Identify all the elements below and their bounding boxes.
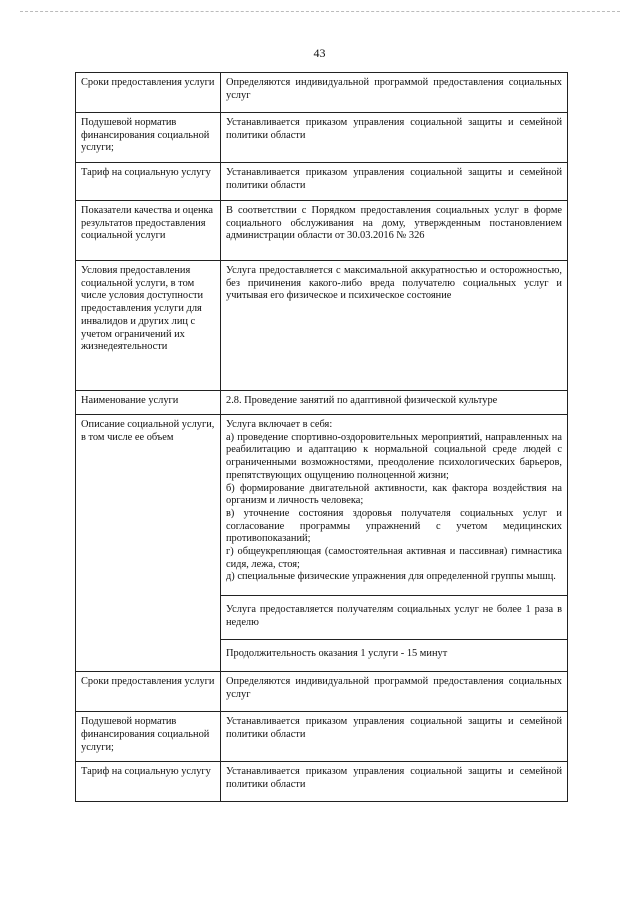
table-row — [76, 113, 568, 163]
tail-label-tariff: Тариф на социальную услугу — [76, 762, 221, 802]
row-value-frequency — [221, 596, 568, 640]
table-row — [76, 163, 568, 201]
row-value-terms: Определяются индивидуальной программой предоставления социальных услуг — [221, 73, 568, 113]
row-label-tariff: Тариф на социальную услугу — [76, 163, 221, 201]
row-label-quality: Показатели качества и оценка результатов предоставления социальной услуги — [76, 201, 221, 261]
table-row — [76, 712, 568, 762]
row-label-description: Описание социальной услуги, в том числе ее объем — [76, 415, 221, 672]
description-item-d: г) общеукрепляющая (самостоятельная активная и пассивная) гимнастика сидя, лежа, стоя; — [226, 546, 562, 570]
table-row — [76, 261, 568, 391]
description-item-b: б) формирование двигательной активности, как фактора воздействия на организм и личность человека; — [226, 482, 562, 507]
tail-label-terms: Сроки предоставления услуги — [76, 672, 221, 712]
row-value-duration — [221, 640, 568, 672]
description-item-c: в) уточнение состояния здоровья получателя социальных услуг и согласование программы упражнений с учетом медицинских противопоказаний; — [226, 507, 562, 545]
tail-value-funding: Устанавливается приказом управления социальной защиты и семейной политики области — [221, 712, 568, 762]
table-row — [76, 415, 568, 596]
row-value-conditions: Услуга предоставляется с максимальной аккуратностью и осторожностью, без причинения какого-либо вреда получателю социальных услуг и учитывая его физическое и психическое состояние — [221, 261, 568, 391]
row-value-tariff: Устанавливается приказом управления социальной защиты и семейной политики области — [221, 163, 568, 201]
table-row — [76, 73, 568, 113]
table-row — [76, 672, 568, 712]
row-value-funding: Устанавливается приказом управления социальной защиты и семейной политики области — [221, 113, 568, 163]
description-intro: Услуга включает в себя: — [226, 419, 333, 430]
tail-label-funding: Подушевой норматив финансирования социальной услуги; — [76, 712, 221, 762]
description-item-a: а) проведение спортивно-оздоровительных мероприятий, направленных на реабилитацию и адаптацию к нормальной социальной среде людей с ограниченными возможностями, преодоление психологических барьеров, препятствующих ощущению полноценной жизни; — [226, 431, 562, 481]
row-label-terms: Сроки предоставления услуги — [76, 73, 221, 113]
row-value-description — [221, 415, 568, 596]
row-value-quality: В соответствии с Порядком предоставления социальных услуг в форме социального обслуживания на дому, утвержденным постановлением администрации области от 30.03.2016 № 326 — [221, 201, 568, 261]
description-duration: Продолжительность оказания 1 услуги - 15 минут — [226, 648, 448, 660]
service-table — [75, 72, 568, 802]
page-number: 43 — [313, 46, 326, 60]
row-label-service-name: Наименование услуги — [76, 391, 221, 415]
description-frequency: Услуга предоставляется получателям социальных услуг не более 1 раза в неделю — [226, 604, 562, 628]
scan-edge-rule — [20, 11, 620, 12]
tail-value-terms: Определяются индивидуальной программой предоставления социальных услуг — [221, 672, 568, 712]
row-label-conditions: Условия предоставления социальной услуги, в том числе условия доступности предоставления услуги для инвалидов и других лиц с учетом ограничений их жизнедеятельности — [76, 261, 221, 391]
row-label-funding: Подушевой норматив финансирования социальной услуги; — [76, 113, 221, 163]
row-value-service-name: 2.8. Проведение занятий по адаптивной физической культуре — [221, 391, 568, 415]
description-item-e: д) специальные физические упражнения для определенной группы мышц. — [226, 571, 556, 583]
table-row — [76, 201, 568, 261]
table-row — [76, 762, 568, 802]
table-row — [76, 391, 568, 415]
tail-value-tariff: Устанавливается приказом управления социальной защиты и семейной политики области — [221, 762, 568, 802]
